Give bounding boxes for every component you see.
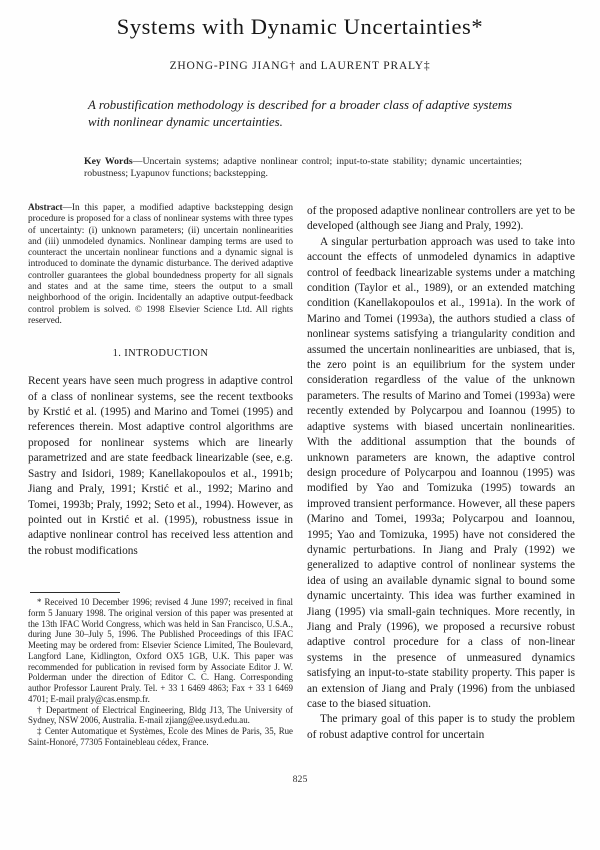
footnote-affiliation-jiang: † Department of Electrical Engineering, Bldg J13, The University of Sydney, NSW 2006, Australia. E-mail zjiang@ee.usyd.edu.au. [28, 704, 293, 726]
intro-paragraph: Recent years have seen much progress in adaptive control of a class of nonlinear systems, see the recent textbooks by Krstić et al. (1995) and Marino and Tomei (1995) and references therein. Most adaptive control algorithms are proposed for nonlinear systems which are linearly parametrized and are state feedback linearizable (see, e.g. Sastry and Isidori, 1989; Kanellakopoulos et al., 1991b; Jiang and Praly, 1991; Krstić et al., 1992; Marino and Tomei, 1993b; Praly, 1992; Seto et al., 1994). However, as pointed out in Krstić et al. (1995), robustness issue in adaptive nonlinear control has received less attention and the robust modifications [28, 375, 293, 557]
abstract-label: Abstract [28, 203, 63, 213]
author-second: LAURENT PRALY‡ [320, 60, 431, 72]
footnote-received: * Received 10 December 1996; revised 4 June 1997; received in final form 5 January 1998. The original version of this paper was presented at the 13th IFAC World Congress, which was held in San Francisco, U.S.A., during June 30–July 5, 1996. The Published Proceedings of this IFAC Meeting may be ordered from: Elsevier Science Limited, The Boulevard, Langford Lane, Kidlington, Oxford OX5 1GB, U.K. This paper was recommended for publication in revised form by Associate Editor J. W. Polderman under the direction of Editor C. C. Hang. Corresponding author Professor Laurent Praly. Tel. + 33 1 6469 4863; Fax + 33 1 6469 4701; E-mail praly@cas.ensmp.fr. [28, 597, 293, 704]
keywords-block [84, 156, 522, 180]
author-first: ZHONG-PING JIANG† [169, 60, 296, 72]
keywords-text: —Uncertain systems; adaptive nonlinear control; input-to-state stability; dynamic uncertainties; robustness; Lyapunov functions; backstepping. [84, 156, 523, 179]
abstract-block [28, 203, 293, 327]
footnote-rule [30, 592, 120, 593]
left-column [28, 203, 293, 559]
right-paragraph-3: The primary goal of this paper is to study the problem of robust adaptive control for uncertain [307, 713, 575, 741]
footnote-affiliation-praly: ‡ Center Automatique et Systèmes, Ecole des Mines de Paris, 35, Rue Saint-Honoré, 77305 Fontainebleau cédex, France. [28, 726, 293, 747]
page-number: 825 [292, 774, 308, 785]
footnotes-block [28, 592, 293, 748]
summary-statement: A robustification methodology is described for a broader class of adaptive systems with nonlinear dynamic uncertainties. [88, 98, 512, 129]
section-heading-introduction: 1. INTRODUCTION [112, 348, 209, 360]
right-paragraph-2: A singular perturbation approach was used to take into account the effects of unmodeled dynamics in adaptive control of feedback linearizable systems under a matching condition (Taylor et al., 1989), or an extended matching condition (Kanellakopoulos et al., 1991a). In the work of Marino and Tomei (1993a), the authors studied a class of nonlinear systems satisfying a triangularity condition and assumed the uncertain nonlinearities are unbiased, that is, the zero point is an equilibrium for the system under consideration regardless of the value of the unknown parameters. The results of Marino and Tomei (1993a) were recently extended by Polycarpou and Ioannou (1995) to adaptive systems with biased uncertain nonlinearities. With the additional assumption that the bounds of unknown parameters are known, the adaptive control design procedure of Polycarpou and Ioannou (1995) was modified by Yao and Tomizuka (1995) towards an improved transient performance. However, all these papers (Marino and Tomei, 1993a; Polycarpou and Ioannou, 1995; Yao and Tomizuka, 1995) have not considered the dynamic perturbations. In Jiang and Praly (1992) we generalized to adaptive control of nonlinear systems the idea of using an available dynamic signal to bound some dynamic uncertainty. This idea was further examined in Jiang (1995) via small-gain techniques. More recently, in Jiang and Praly (1996), we proposed a recursive robust adaptive control procedure for a class of non-linear systems in the presence of unmeasured dynamics satisfying an input-to-state stability property. This paper is an extension of Jiang and Praly (1996) from the unbiased case to the biased situation. [307, 235, 575, 710]
paper-title: Systems with Dynamic Uncertainties* [116, 14, 484, 39]
abstract-text: —In this paper, a modified adaptive backstepping design procedure is proposed for a class of nonlinear systems with three types of uncertainty: (i) unknown parameters; (ii) uncertain nonlinearities and (iii) unmodeled dynamics. Nonlinear damping terms are used to counteract the uncertain nonlinear functions and a dynamic signal is introduced to dominate the dynamic disturbance. The derived adaptive controller guarantees the global boundedness property for all signals and states and at the same time, steers the output to a small neighborhood of the origin. Incidentally an adaptive output-feedback control problem is solved. © 1998 Elsevier Science Ltd. All rights reserved. [28, 203, 293, 326]
right-paragraph-1: of the proposed adaptive nonlinear controllers are yet to be developed (although see Jiang and Praly, 1992). [307, 205, 575, 233]
keywords-label: Key Words [84, 156, 133, 167]
author-conjunction: and [299, 60, 317, 72]
authors-line [0, 60, 600, 72]
right-column [307, 204, 575, 743]
